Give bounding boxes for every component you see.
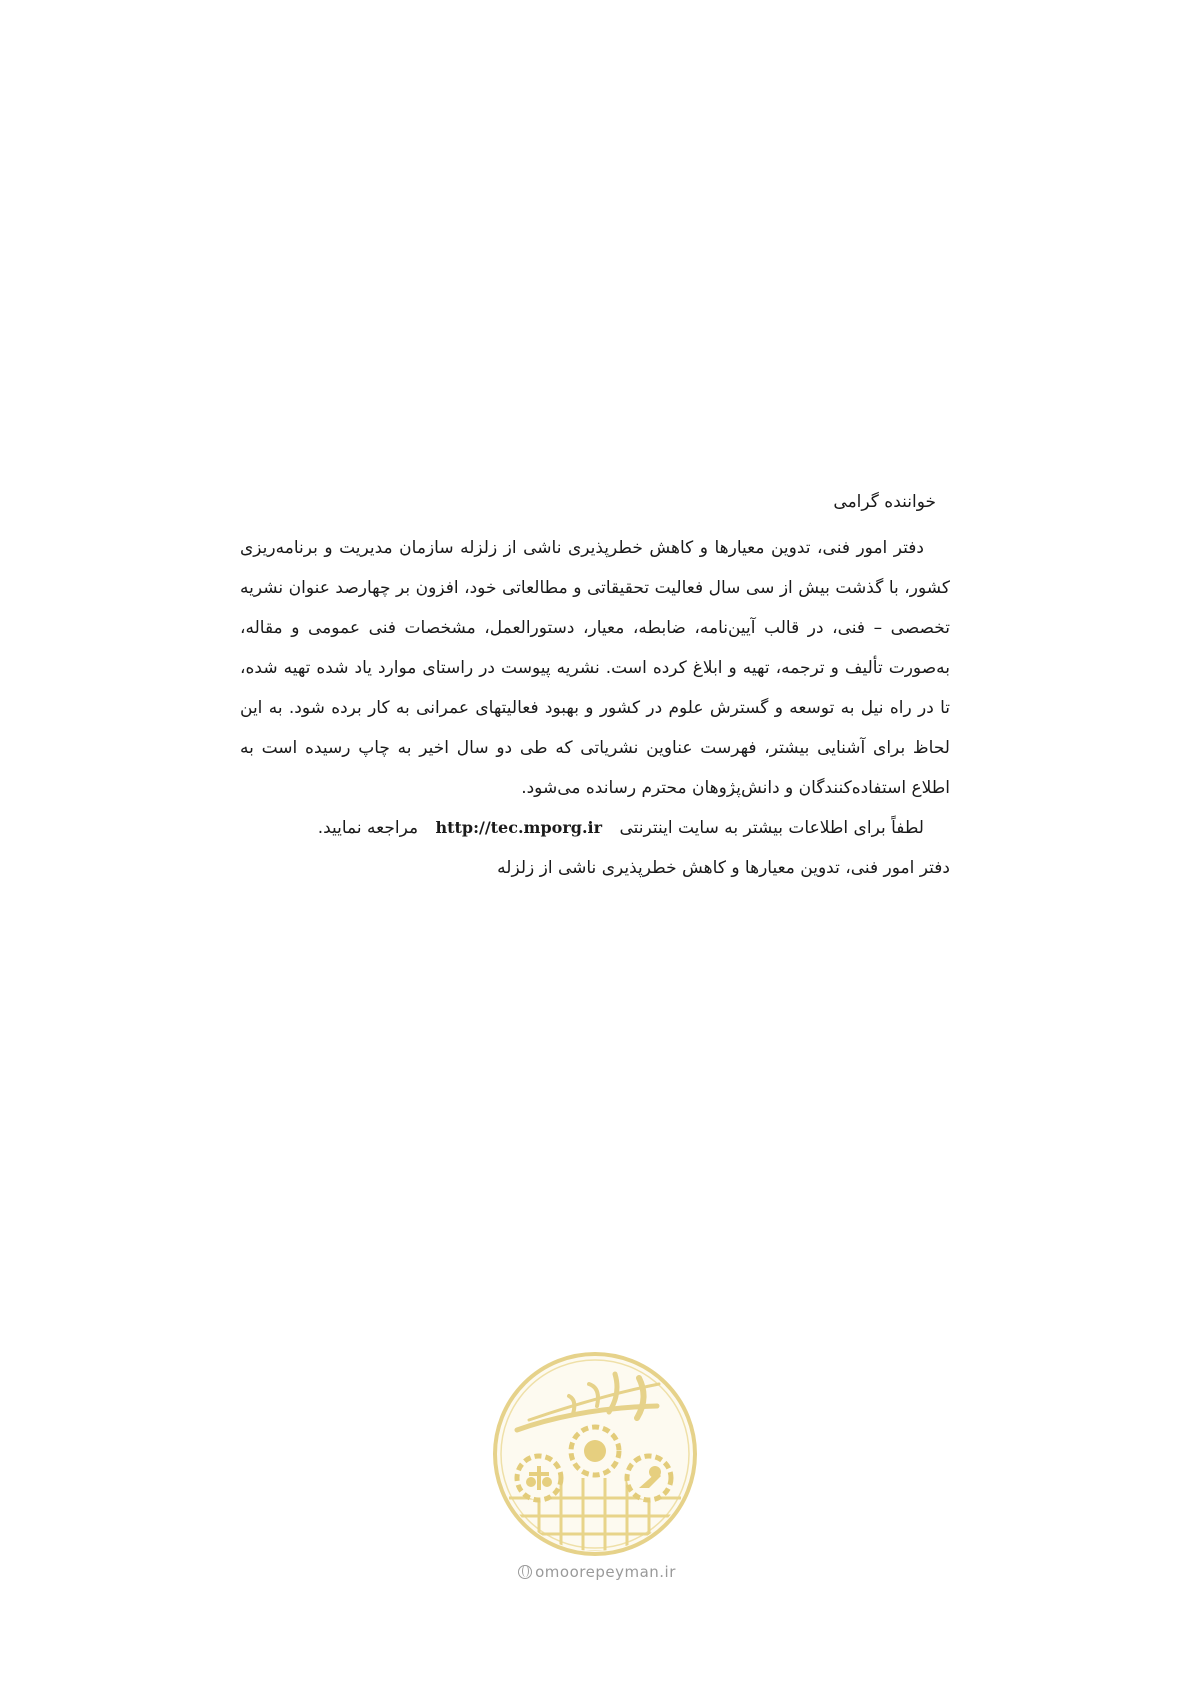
globe-icon: [518, 1565, 532, 1579]
website-link[interactable]: http://tec.mporg.ir: [435, 818, 603, 837]
body-paragraph: دفتر امور فنی، تدوین معیارها و کاهش خطرپذیری ناشی از زلزله سازمان مدیریت و برنامه‌ریزی کشور، با گذشت بیش از سی سال فعالیت تحقیقاتی و مطالعاتی خود، افزون بر چهارصد عنوان نشریه تخصصی – فنی، در قالب آیین‌نامه، ضابطه، معیار، دستورالعمل، مشخصات فنی عمومی و مقاله، به‌صورت تألیف و ترجمه، تهیه و ابلاغ کرده است. نشریه پیوست در راستای موارد یاد شده تهیه شده، تا در راه نیل به توسعه و گسترش علوم در کشور و بهبود فعالیتهای عمرانی به کار برده شود. به این لحاظ برای آشنایی بیشتر، فهرست عناوین نشریاتی که طی دو سال اخیر به چاپ رسیده است به اطلاع استفاده‌کنندگان و دانش‌پژوهان محترم رسانده می‌شود.: [240, 538, 950, 798]
referral-text-before: لطفاً برای اطلاعات بیشتر به سایت اینترنتی: [619, 818, 924, 838]
signature: دفتر امور فنی، تدوین معیارها و کاهش خطرپذیری ناشی از زلزله: [497, 858, 950, 878]
referral-line: [240, 808, 950, 848]
watermark-site-text: omoorepeyman.ir: [535, 1563, 676, 1581]
watermark-site: [492, 1563, 702, 1581]
letter-body: [240, 482, 950, 888]
salutation: خواننده گرامی: [833, 492, 936, 512]
referral-text-after: مراجعه نمایید.: [317, 818, 419, 838]
omoorepeyman-seal-icon: [489, 1348, 701, 1560]
